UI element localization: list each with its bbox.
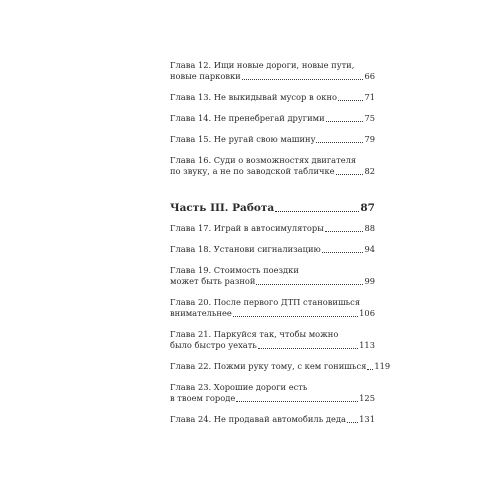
dot-leader bbox=[326, 121, 364, 122]
toc-entry-last-line bbox=[170, 223, 375, 234]
dot-leader bbox=[338, 100, 363, 101]
toc-entry-chapter-23 bbox=[170, 382, 375, 404]
toc-entry-page: 71 bbox=[364, 92, 375, 102]
toc-entry-chapter-18 bbox=[170, 244, 375, 255]
toc-entry-title: может быть разной bbox=[170, 276, 256, 286]
toc-entry-page: 106 bbox=[359, 308, 375, 318]
toc-entry-chapter-14 bbox=[170, 113, 375, 124]
toc-entry-title-line: Глава 21. Паркуйся так, чтобы можно bbox=[170, 329, 339, 339]
dot-leader bbox=[258, 348, 358, 349]
toc-entry-last-line bbox=[170, 340, 375, 351]
toc-part-title: Часть III. Работа bbox=[170, 202, 275, 214]
dot-leader bbox=[325, 231, 364, 232]
toc-entry-page: 66 bbox=[364, 71, 375, 81]
toc-entry-chapter-21 bbox=[170, 329, 375, 351]
toc-entry-page: 119 bbox=[374, 361, 391, 371]
toc-entry-chapter-16 bbox=[170, 155, 375, 177]
toc-entry-last-line bbox=[170, 113, 375, 124]
toc-entry-page: 88 bbox=[364, 223, 375, 233]
dot-leader bbox=[322, 252, 364, 253]
toc-entry-last-line bbox=[170, 361, 391, 372]
toc-entry-last-line bbox=[170, 414, 375, 425]
toc-entry-title-line: Глава 12. Ищи новые дороги, новые пути, bbox=[170, 60, 355, 70]
dot-leader bbox=[347, 422, 358, 423]
toc-entry-chapter-15 bbox=[170, 134, 375, 145]
toc-entry-page: 75 bbox=[364, 113, 375, 123]
dot-leader bbox=[316, 142, 363, 143]
toc-part-page: 87 bbox=[360, 202, 375, 214]
toc-entry-title: Глава 22. Пожми руку тому, с кем гонишься bbox=[170, 361, 367, 371]
toc-entry-last-line bbox=[170, 393, 375, 404]
toc-part-heading bbox=[170, 201, 375, 215]
toc-entry-title: Глава 24. Не продавай автомобиль деда bbox=[170, 414, 346, 424]
dot-leader bbox=[236, 401, 358, 402]
toc-entry-page: 99 bbox=[364, 276, 375, 286]
toc-entry-title: Глава 17. Играй в автосимуляторы bbox=[170, 223, 324, 233]
dot-leader bbox=[367, 369, 373, 370]
toc-entry-title-line: Глава 16. Суди о возможностях двигателя bbox=[170, 155, 357, 165]
dot-leader bbox=[336, 174, 364, 175]
dot-leader bbox=[275, 211, 359, 212]
toc-entry-last-line bbox=[170, 308, 375, 319]
toc-entry-last-line bbox=[170, 92, 375, 103]
toc-entry-title: Глава 14. Не пренебрегай другими bbox=[170, 113, 325, 123]
toc-entry-page: 82 bbox=[364, 166, 375, 176]
toc-entry-page: 113 bbox=[359, 340, 375, 350]
toc-entry-chapter-24 bbox=[170, 414, 375, 425]
toc-entry-page: 125 bbox=[359, 393, 375, 403]
toc-entry-last-line bbox=[170, 244, 375, 255]
dot-leader bbox=[233, 316, 358, 317]
toc-entry-last-line bbox=[170, 134, 375, 145]
toc-entry-title-line: Глава 20. После первого ДТП становишься bbox=[170, 297, 361, 307]
toc-entry-title: было быстро уехать bbox=[170, 340, 257, 350]
toc-entry-chapter-22 bbox=[170, 361, 391, 372]
toc-entry-title: новые парковки bbox=[170, 71, 241, 81]
toc-entry-title-line: Глава 23. Хорошие дороги есть bbox=[170, 382, 308, 392]
toc-entry-title: в твоем городе bbox=[170, 393, 236, 403]
toc-entry-title: Глава 15. Не ругай свою машину bbox=[170, 134, 316, 144]
toc-entry-chapter-17 bbox=[170, 223, 375, 234]
toc-entry-title-line: Глава 19. Стоимость поездки bbox=[170, 265, 299, 275]
toc-entry-chapter-19 bbox=[170, 265, 375, 287]
dot-leader bbox=[242, 79, 364, 80]
toc-entry-last-line bbox=[170, 71, 375, 82]
toc-entry-page: 94 bbox=[364, 244, 375, 254]
dot-leader bbox=[256, 284, 363, 285]
toc-entry-chapter-20 bbox=[170, 297, 375, 319]
toc-entry-page: 131 bbox=[359, 414, 375, 424]
toc-entry-title: внимательнее bbox=[170, 308, 232, 318]
toc-entry-chapter-13 bbox=[170, 92, 375, 103]
toc-entry-title: по звуку, а не по заводской табличке bbox=[170, 166, 335, 176]
toc-entry-last-line bbox=[170, 276, 375, 287]
toc-entry-page: 79 bbox=[364, 134, 375, 144]
toc-entry-title: Глава 18. Установи сигнализацию bbox=[170, 244, 321, 254]
table-of-contents bbox=[170, 60, 391, 435]
toc-entry-last-line bbox=[170, 166, 375, 177]
toc-entry-chapter-12 bbox=[170, 60, 375, 82]
toc-entry-title: Глава 13. Не выкидывай мусор в окно bbox=[170, 92, 338, 102]
